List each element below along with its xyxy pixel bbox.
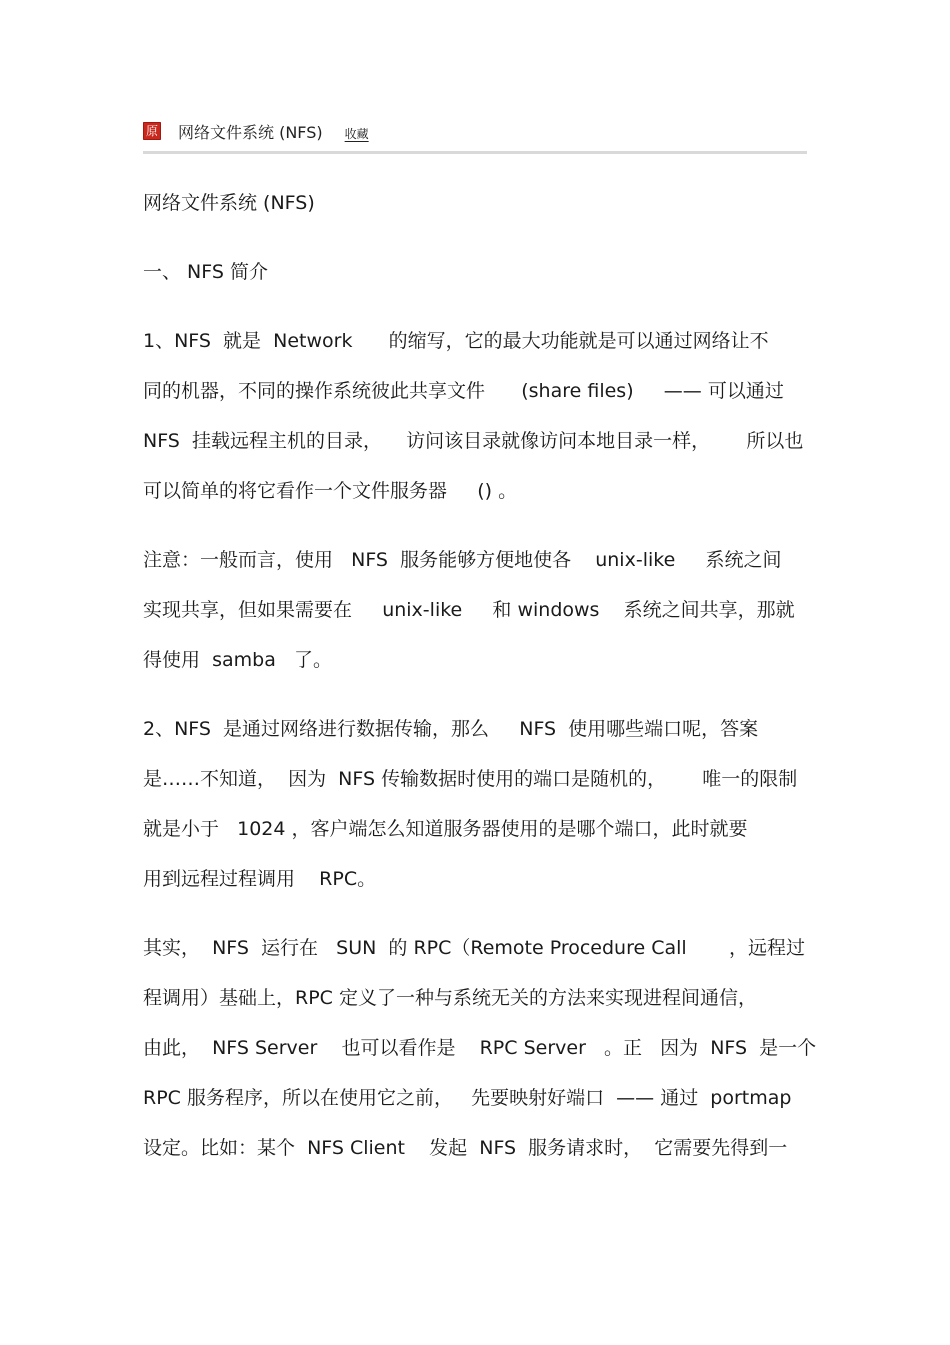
article-body [143, 178, 817, 1192]
text-line: 由此， NFS Server 也可以看作是 RPC Server 。正 因为 NFS 是一个 [143, 1037, 817, 1059]
text-line: 可以简单的将它看作一个文件服务器 () 。 [143, 480, 518, 502]
text-line: 其实， NFS 运行在 SUN 的 RPC（Remote Procedure Call ，远程过 [143, 937, 805, 959]
original-badge-icon: 原 [143, 122, 161, 140]
text-line: 得使用 samba 了。 [143, 649, 332, 671]
paragraph-3 [143, 704, 813, 904]
text-line: 是……不知道， 因为 NFS 传输数据时使用的端口是随机的， 唯一的限制 [143, 768, 798, 790]
favorite-link[interactable]: 收藏 [344, 126, 369, 141]
paragraph-1 [143, 316, 813, 516]
text-line: 1、NFS 就是 Network 的缩写，它的最大功能就是可以通过网络让不 [143, 330, 769, 352]
header-divider [143, 151, 807, 154]
text-line: NFS 挂载远程主机的目录， 访问该目录就像访问本地目录一样， 所以也 [143, 430, 804, 452]
paragraph-4 [143, 923, 817, 1173]
paragraph-2 [143, 535, 813, 685]
article-header [143, 118, 807, 144]
text-line: 设定。比如：某个 NFS Client 发起 NFS 服务请求时， 它需要先得到一 [143, 1137, 788, 1159]
text-line: 注意：一般而言，使用 NFS 服务能够方便地使各 unix-like 系统之间 [143, 549, 782, 571]
text-line: 同的机器，不同的操作系统彼此共享文件 (share files) —— 可以通过 [143, 380, 784, 402]
text-line: RPC 服务程序，所以在使用它之前， 先要映射好端口 —— 通过 portmap [143, 1087, 792, 1109]
text-line: 2、NFS 是通过网络进行数据传输，那么 NFS 使用哪些端口呢，答案 [143, 718, 759, 740]
article-title: 网络文件系统 (NFS) [143, 192, 315, 214]
header-title: 网络文件系统 (NFS) [178, 122, 323, 142]
text-line: 程调用）基础上，RPC 定义了一种与系统无关的方法来实现进程间通信， [143, 987, 757, 1009]
section-heading: 一、 NFS 简介 [143, 261, 268, 283]
text-line: 实现共享，但如果需要在 unix-like 和 windows 系统之间共享，那就 [143, 599, 795, 621]
text-line: 就是小于 1024 ，客户端怎么知道服务器使用的是哪个端口，此时就要 [143, 818, 748, 840]
text-line: 用到远程过程调用 RPC。 [143, 868, 377, 890]
